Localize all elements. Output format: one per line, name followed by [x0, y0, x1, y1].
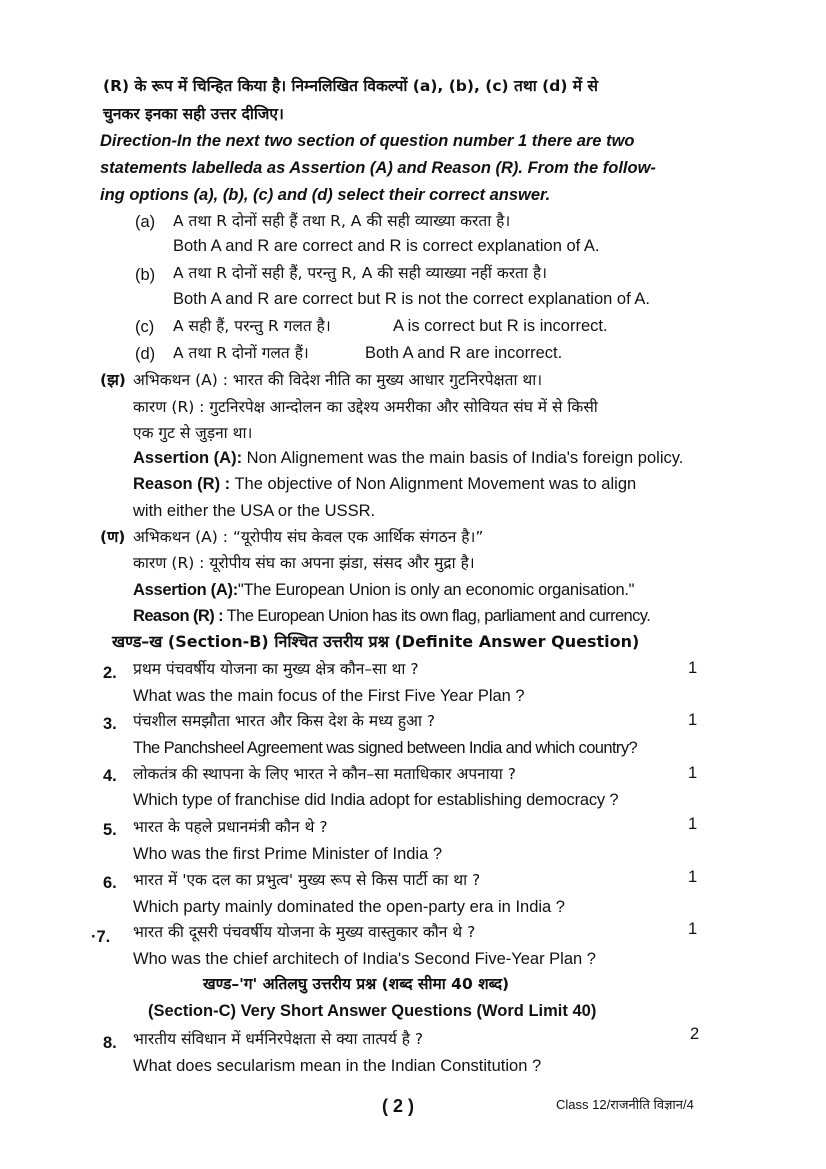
question-english: The Panchsheel Agreement was signed between India and which country?: [133, 739, 638, 757]
assertion-text: Non Alignement was the main basis of India's foreign policy.: [242, 449, 684, 467]
assertion-text: "The European Union is only an economic organisation.": [237, 581, 635, 599]
question-number: 5.: [103, 821, 117, 839]
question-marks: 1: [688, 659, 698, 677]
question-hindi: पंचशील समझौता भारत और किस देश के मध्य हुआ ?: [133, 712, 436, 730]
option-c-hindi: A सही हैं, परन्तु R गलत है।: [173, 317, 331, 335]
question-number: 8.: [103, 1034, 117, 1052]
q-jha-reason-english: [133, 474, 636, 494]
question-marks: 1: [688, 711, 698, 729]
q-na-assertion-hindi: अभिकथन (A) : “यूरोपीय संघ केवल एक आर्थिक संगठन है।”: [133, 528, 484, 546]
section-c-heading-hindi: खण्ड–'ग' अतिलघु उत्तरीय प्रश्न (शब्द सीमा 40 शब्द): [203, 975, 510, 993]
section-b-heading: खण्ड–ख (Section-B) निश्चित उत्तरीय प्रश्न (Definite Answer Question): [112, 632, 640, 651]
q-na-reason-hindi: कारण (R) : यूरोपीय संघ का अपना झंडा, संसद और मुद्रा है।: [133, 554, 475, 572]
option-a-hindi: A तथा R दोनों सही हैं तथा R, A की सही व्याख्या करता है।: [173, 212, 511, 230]
question-english: Who was the first Prime Minister of India ?: [133, 845, 443, 863]
reason-text: The European Union has its own flag, parliament and currency.: [222, 607, 651, 625]
question-number: ·7.: [91, 928, 111, 946]
question-marks: 1: [688, 815, 698, 833]
q-jha-reason-hindi-2: एक गुट से जुड़ना था।: [133, 424, 253, 442]
assertion-label: Assertion (A):: [133, 581, 238, 599]
option-d-hindi: A तथा R दोनों गलत हैं।: [173, 344, 309, 362]
option-d-english: Both A and R are incorrect.: [365, 344, 563, 362]
question-hindi: भारत के पहले प्रधानमंत्री कौन थे ?: [133, 818, 328, 836]
q-jha-assertion-english: [133, 448, 683, 468]
reason-label: Reason (R) :: [133, 607, 223, 625]
reason-text: The objective of Non Alignment Movement was to align: [230, 475, 637, 493]
question-hindi: प्रथम पंचवर्षीय योजना का मुख्य क्षेत्र कौन–सा था ?: [133, 660, 419, 678]
q-na-key: (ण): [100, 528, 126, 546]
assertion-label: Assertion (A):: [133, 449, 243, 467]
q-jha-reason-english-2: with either the USA or the USSR.: [133, 502, 376, 520]
option-b-hindi: A तथा R दोनों सही हैं, परन्तु R, A की सही व्याख्या नहीं करता है।: [173, 264, 547, 282]
option-c-english: A is correct but R is incorrect.: [393, 317, 608, 335]
question-number: 2.: [103, 664, 117, 682]
q-jha-assertion-hindi: अभिकथन (A) : भारत की विदेश नीति का मुख्य आधार गुटनिरपेक्षता था।: [133, 371, 543, 389]
page-number: ( 2 ): [382, 1096, 415, 1116]
option-b-key: (b): [135, 266, 156, 284]
question-hindi: भारत की दूसरी पंचवर्षीय योजना के मुख्य वास्तुकार कौन थे ?: [133, 923, 476, 941]
question-number: 3.: [103, 715, 117, 733]
question-marks: 1: [688, 920, 698, 938]
direction-line3: ing options (a), (b), (c) and (d) select their correct answer.: [100, 186, 551, 204]
direction-line2: statements labelleda as Assertion (A) and Reason (R). From the follow-: [100, 159, 656, 177]
question-english: What does secularism mean in the Indian Constitution ?: [133, 1057, 542, 1075]
option-d-key: (d): [135, 345, 156, 363]
q-na-reason-english: [133, 606, 650, 626]
question-hindi: भारतीय संविधान में धर्मनिरपेक्षता से क्या तात्पर्य है ?: [133, 1030, 424, 1048]
q-jha-key: (झ): [100, 371, 126, 389]
q-jha-reason-hindi-1: कारण (R) : गुटनिरपेक्ष आन्दोलन का उद्देश्य अमरीका और सोवियत संघ में से किसी: [133, 398, 598, 416]
question-number: 4.: [103, 767, 117, 785]
intro-hindi-line1: (R) के रूप में चिन्हित किया है। निम्नलिखित विकल्पों (a), (b), (c) तथा (d) में से: [103, 77, 598, 95]
intro-hindi-line2: चुनकर इनका सही उत्तर दीजिए।: [103, 105, 284, 123]
question-english: Who was the chief architech of India's Second Five-Year Plan ?: [133, 950, 596, 968]
class-code: Class 12/राजनीति विज्ञान/4: [556, 1097, 694, 1112]
question-english: What was the main focus of the First Five Year Plan ?: [133, 687, 525, 705]
question-marks: 2: [690, 1025, 700, 1043]
question-marks: 1: [688, 868, 698, 886]
option-b-english: Both A and R are correct but R is not the correct explanation of A.: [173, 290, 650, 308]
q-na-assertion-english: [133, 580, 634, 600]
reason-label: Reason (R) :: [133, 475, 231, 493]
direction-line1: Direction-In the next two section of question number 1 there are two: [100, 132, 635, 150]
question-english: Which party mainly dominated the open-party era in India ?: [133, 898, 565, 916]
option-a-key: (a): [135, 213, 156, 231]
question-hindi: भारत में 'एक दल का प्रभुत्व' मुख्य रूप से किस पार्टी का था ?: [133, 871, 481, 889]
option-c-key: (c): [135, 318, 155, 336]
question-hindi: लोकतंत्र की स्थापना के लिए भारत ने कौन–सा मताधिकार अपनाया ?: [133, 765, 516, 783]
question-number: 6.: [103, 874, 117, 892]
option-a-english: Both A and R are correct and R is correct explanation of A.: [173, 237, 600, 255]
section-c-heading-english: (Section-C) Very Short Answer Questions (Word Limit 40): [148, 1002, 597, 1020]
question-marks: 1: [688, 764, 698, 782]
question-english: Which type of franchise did India adopt for establishing democracy ?: [133, 791, 619, 809]
